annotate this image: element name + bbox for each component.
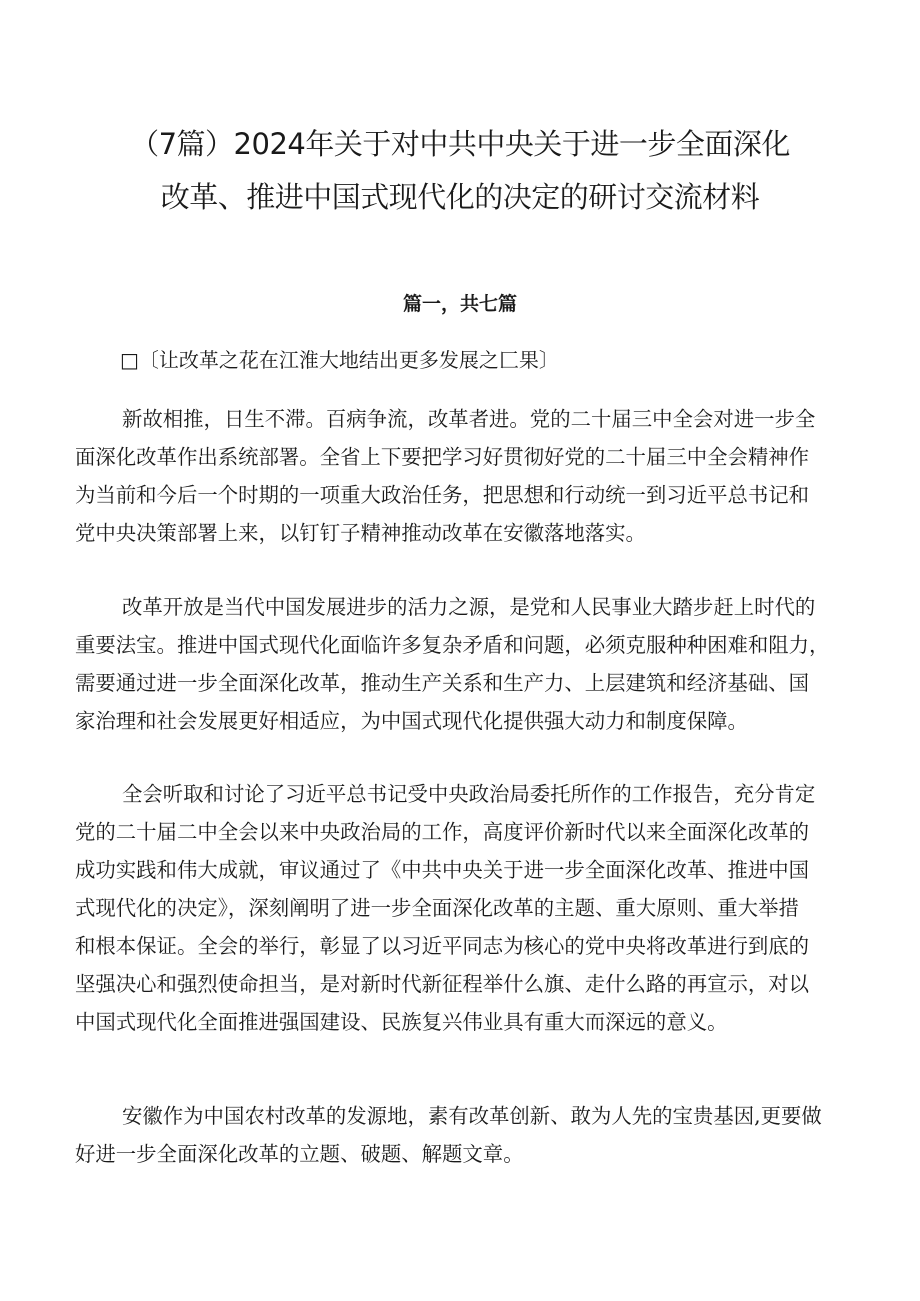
bracket-heading: □〔让改革之花在江淮大地结出更多发展之匚果〕 bbox=[120, 348, 559, 372]
paragraph-line: 改革开放是当代中国发展进步的活力之源，是党和人民事业大踏步赶上时代的 bbox=[122, 595, 816, 619]
document-title bbox=[60, 118, 860, 224]
paragraph-line: 为当前和今后一个时期的一项重大政治任务，把思想和行动统一到习近平总书记和 bbox=[75, 483, 810, 507]
paragraph-line: 家治理和社会发展更好相适应，为中国式现代化提供强大动力和制度保障。 bbox=[75, 709, 748, 733]
paragraph bbox=[75, 1097, 857, 1173]
paragraph-line: 安徽作为中国农村改革的发源地，素有改革创新、敢为人先的宝贵基因,更要做 bbox=[122, 1104, 822, 1128]
paragraph-line: 党的二十届二中全会以来中央政治局的工作，高度评价新时代以来全面深化改革的 bbox=[75, 820, 810, 844]
paragraph-line: 新故相推，日生不滞。百病争流，改革者进。党的二十届三中全会对进一步全 bbox=[122, 407, 816, 431]
paragraph-line: 全会听取和讨论了习近平总书记受中央政治局委托所作的工作报告，充分肯定 bbox=[122, 782, 816, 806]
paragraph-line: 坚强决心和强烈使命担当，是对新时代新征程举什么旗、走什么路的再宣示，对以 bbox=[75, 972, 810, 996]
paragraph-line: 党中央决策部署上来，以钉钉子精神推动改革在安徽落地落实。 bbox=[75, 521, 646, 545]
title-line: 改革、推进中国式现代化的决定的研讨交流材料 bbox=[160, 180, 760, 214]
paragraph-line: 好进一步全面深化改革的立题、破题、解题文章。 bbox=[75, 1142, 524, 1166]
paragraph-line: 式现代化的决定》，深刻阐明了进一步全面深化改革的主题、重大原则、重大举措 bbox=[75, 896, 799, 920]
paragraph-line: 重要法宝。推进中国式现代化面临许多复杂矛盾和问题，必须克服种种困难和阻力， bbox=[75, 633, 830, 657]
paragraph-line: 面深化改革作出系统部署。全省上下要把学习好贯彻好党的二十届三中全会精神作 bbox=[75, 445, 810, 469]
section-heading: 篇一，共七篇 bbox=[402, 293, 517, 315]
paragraph-line: 需要通过进一步全面深化改革，推动生产关系和生产力、上层建筑和经济基础、国 bbox=[75, 671, 810, 695]
paragraph-line: 和根本保证。全会的举行，彰显了以习近平同志为核心的党中央将改革进行到底的 bbox=[75, 934, 810, 958]
paragraph bbox=[75, 588, 857, 740]
paragraph bbox=[75, 775, 857, 1041]
paragraph-line: 中国式现代化全面推进强国建设、民族复兴伟业具有重大而深远的意义。 bbox=[75, 1010, 728, 1034]
paragraph bbox=[75, 400, 857, 552]
title-line: （7篇）2024年关于对中共中央关于进一步全面深化 bbox=[130, 127, 790, 161]
paragraph-line: 成功实践和伟大成就，审议通过了《中共中央关于进一步全面深化改革、推进中国 bbox=[75, 858, 810, 882]
